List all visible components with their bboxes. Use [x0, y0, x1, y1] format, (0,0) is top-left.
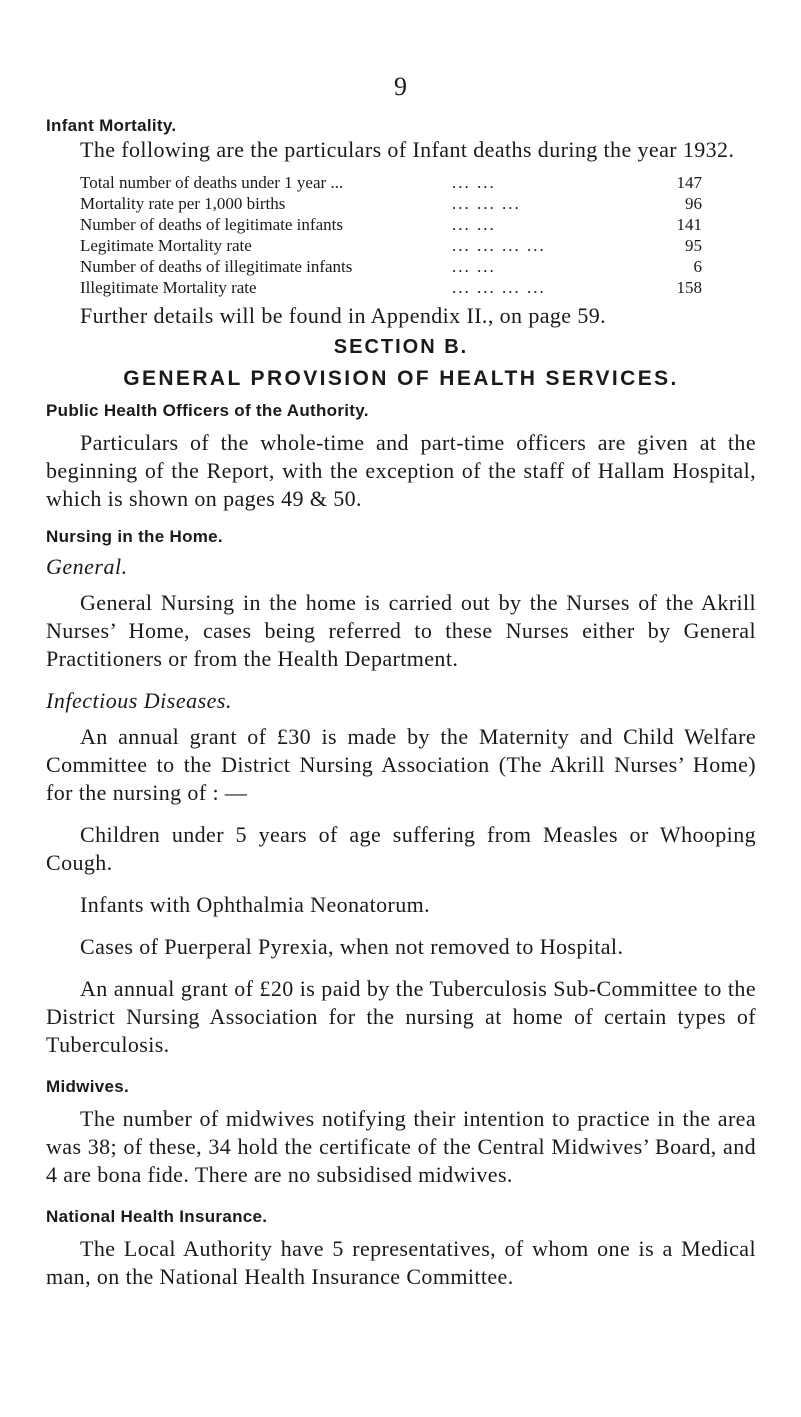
row-value: 158	[676, 278, 702, 297]
officers-heading: Public Health Officers of the Authority.	[46, 401, 369, 420]
section-title: SECTION B.	[333, 336, 469, 358]
row-leader: ... ... ... ...	[452, 236, 546, 255]
infant-mortality-heading: Infant Mortality.	[46, 116, 177, 135]
general-text: General Nursing in the home is carried out by the Nurses of the Akrill Nurses’ Home, cases being referred to these Nurses either by General Practitioners or from the Health Department.	[46, 590, 756, 671]
table-row	[80, 214, 702, 235]
section-subtitle: GENERAL PROVISION OF HEALTH SERVICES.	[123, 367, 679, 390]
table-row	[80, 256, 702, 277]
midwives-heading: Midwives.	[46, 1077, 130, 1096]
row-label: Number of deaths of illegitimate infants	[80, 257, 353, 276]
infant-stats-table	[80, 172, 702, 298]
row-value: 6	[693, 257, 702, 276]
infectious-text: An annual grant of £30 is made by the Maternity and Child Welfare Committee to the District Nursing Association (The Akrill Nurses’ Home) for the nursing of : —	[46, 724, 756, 805]
row-label: Legitimate Mortality rate	[80, 236, 252, 255]
tb-grant-text: An annual grant of £20 is paid by the Tuberculosis Sub-Committee to the District Nursing Association for the nursing at home of certain types of Tuberculosis.	[46, 976, 756, 1057]
nhi-heading: National Health Insurance.	[46, 1207, 268, 1226]
page-content	[46, 116, 756, 1291]
row-leader: ... ... ... ...	[452, 278, 546, 297]
nursing-item-1: Children under 5 years of age suffering from Measles or Whooping Cough.	[46, 822, 756, 875]
row-value: 96	[685, 194, 702, 213]
row-leader: ... ...	[452, 257, 496, 276]
row-label: Total number of deaths under 1 year ...	[80, 173, 344, 192]
infectious-subheading: Infectious Diseases.	[46, 688, 232, 713]
row-label: Number of deaths of legitimate infants	[80, 215, 343, 234]
table-row	[80, 235, 702, 256]
row-value: 141	[676, 215, 702, 234]
row-label: Illegitimate Mortality rate	[80, 278, 257, 297]
row-value: 95	[685, 236, 702, 255]
officers-text: Particulars of the whole-time and part-time officers are given at the beginning of the Report, with the exception of the staff of Hallam Hospital, which is shown on pages 49 & 50.	[46, 430, 756, 511]
nursing-item-3: Cases of Puerperal Pyrexia, when not removed to Hospital.	[80, 934, 624, 959]
page-number: 9	[394, 72, 407, 101]
table-row	[80, 193, 702, 214]
table-row	[80, 277, 702, 298]
nursing-heading: Nursing in the Home.	[46, 527, 223, 546]
row-leader: ... ... ...	[452, 194, 521, 213]
row-leader: ... ...	[452, 215, 496, 234]
general-subheading: General.	[46, 554, 128, 579]
nursing-item-2: Infants with Ophthalmia Neonatorum.	[80, 892, 431, 917]
table-row	[80, 172, 702, 193]
nhi-text: The Local Authority have 5 representatives, of whom one is a Medical man, on the National Health Insurance Committee.	[46, 1236, 756, 1289]
infant-intro: The following are the particulars of Infant deaths during the year 1932.	[80, 137, 735, 162]
further-details: Further details will be found in Appendix II., on page 59.	[80, 303, 607, 328]
row-label: Mortality rate per 1,000 births	[80, 194, 286, 213]
row-leader: ... ...	[452, 173, 496, 192]
midwives-text: The number of midwives notifying their intention to practice in the area was 38; of these, 34 hold the certificate of the Central Midwives’ Board, and 4 are bona fide. There are no subsidised midwives.	[46, 1106, 756, 1187]
row-value: 147	[676, 173, 702, 192]
